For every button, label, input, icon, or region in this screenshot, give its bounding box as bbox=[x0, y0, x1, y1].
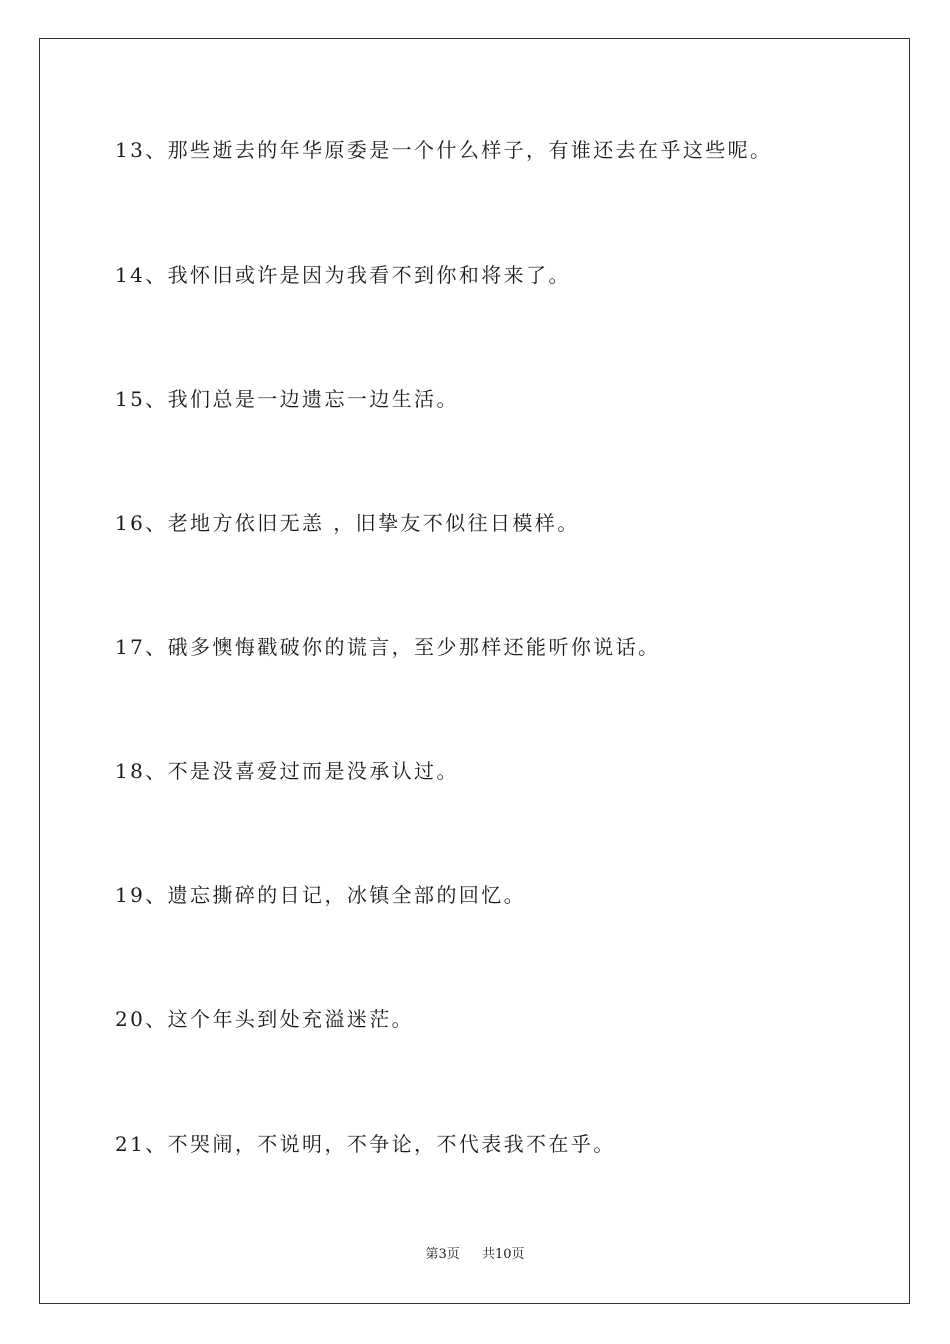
page-border bbox=[39, 38, 910, 1304]
entry-14: 14、我怀旧或许是因为我看不到你和将来了。 bbox=[115, 263, 571, 287]
entry-17: 17、硪多懊悔戳破你的谎言，至少那样还能听你说话。 bbox=[115, 635, 661, 659]
page-footer bbox=[0, 1246, 950, 1264]
entry-18: 18、不是没喜爱过而是没承认过。 bbox=[115, 759, 459, 783]
entry-19: 19、遗忘撕碎的日记，冰镇全部的回忆。 bbox=[115, 883, 527, 907]
page-total: 共10页 bbox=[482, 1247, 525, 1262]
entry-13: 13、那些逝去的年华原委是一个什么样子，有谁还去在乎这些呢。 bbox=[115, 138, 773, 162]
entry-20: 20、这个年头到处充溢迷茫。 bbox=[115, 1007, 415, 1031]
entry-21: 21、不哭闹，不说明，不争论，不代表我不在乎。 bbox=[115, 1132, 616, 1156]
page-number: 第3页 bbox=[425, 1247, 460, 1262]
entry-16: 16、老地方依旧无恙 ，旧挚友不似往日模样。 bbox=[115, 511, 580, 535]
entry-15: 15、我们总是一边遗忘一边生活。 bbox=[115, 387, 459, 411]
